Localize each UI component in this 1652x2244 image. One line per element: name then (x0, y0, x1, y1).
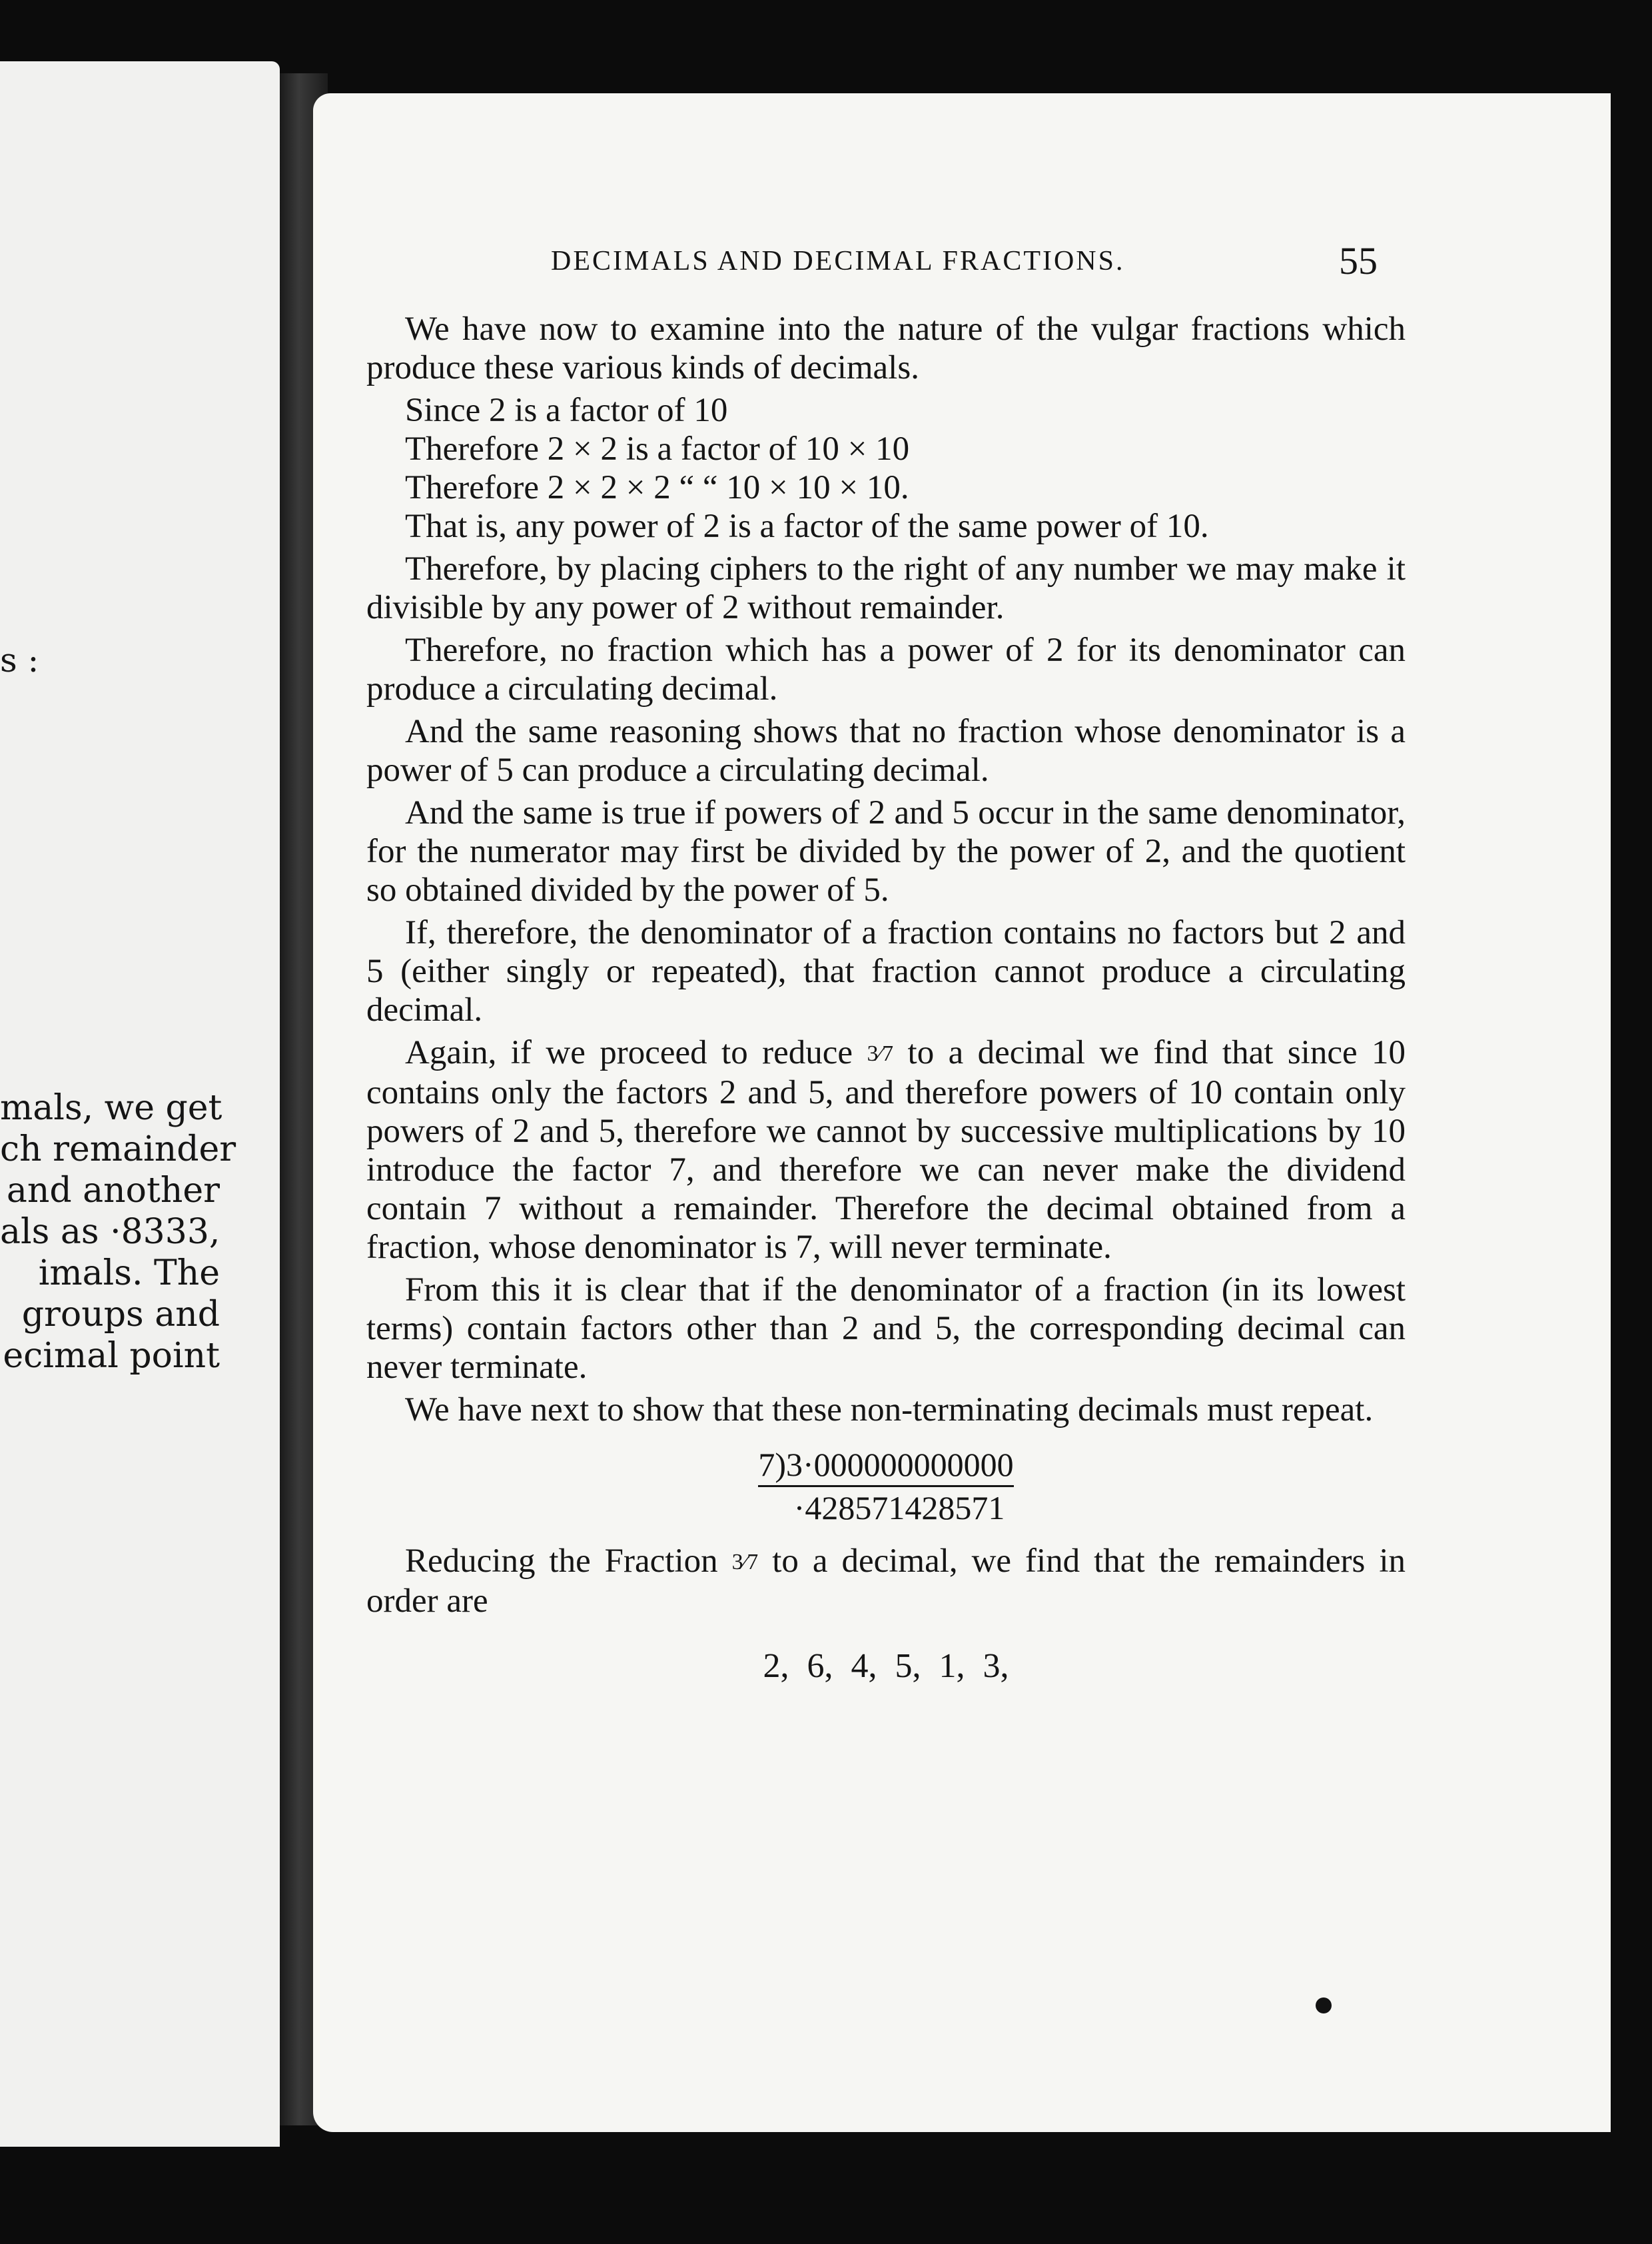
left-page-fragment: and another (6, 1171, 220, 1211)
paragraph-text: Again, if we proceed to reduce (405, 1034, 853, 1071)
paragraph: Therefore, no fraction which has a power of 2 for its denominator can produce a circulating decimal. (366, 632, 1406, 708)
fraction: 3⁄7 (867, 1041, 894, 1066)
paragraph (366, 1033, 1406, 1267)
paragraph-text: to a decimal we find that since 10 contains only the factors 2 and 5, and therefore powers of 10 contain only powers of 2 and 5, therefore we cannot by successive multiplications by 10 introduce the factor 7, and therefore we can never make the dividend contain 7 without a remainder. Therefore the decimal obtained from a fraction, whose denominator is 7, will never terminate. (366, 1034, 1406, 1266)
ink-blot-mark (1316, 1997, 1332, 2013)
long-division (366, 1444, 1406, 1528)
left-page-fragment: ecimal point (3, 1336, 220, 1376)
paragraph: And the same is true if powers of 2 and 5 occur in the same denominator, for the numerator may first be divided by the power of 2, and the quotient so obtained divided by the power of 5. (366, 794, 1406, 909)
left-page-fragment: groups and (21, 1295, 220, 1335)
left-page-fragment: ch remainder (0, 1129, 236, 1169)
right-page (313, 93, 1611, 2132)
paragraph-text: Reducing the Fraction (405, 1542, 718, 1580)
division-dividend: 7)3·000000000000 (758, 1444, 1013, 1487)
left-page-fragment: mals, we get (0, 1088, 222, 1128)
left-page (0, 61, 280, 2147)
paragraph: Therefore, by placing ciphers to the right of any number we may make it divisible by any power of 2 without remainder. (366, 550, 1406, 626)
left-page-fragment: imals. The (38, 1253, 220, 1293)
running-head: DECIMALS AND DECIMAL FRACTIONS. (551, 246, 1125, 277)
paragraph: We have next to show that these non-terminating decimals must repeat. (405, 1391, 1374, 1428)
paragraph: We have now to examine into the nature of the vulgar fractions which produce these various kinds of decimals. (366, 310, 1406, 386)
equation-line: Therefore 2 × 2 is a factor of 10 × 10 (405, 430, 910, 468)
equation-line: Since 2 is a factor of 10 (405, 392, 728, 429)
paragraph: If, therefore, the denominator of a fraction contains no factors but 2 and 5 (either singly or repeated), that fraction cannot produce a circulating decimal. (366, 914, 1406, 1029)
left-page-fragment: s : (0, 641, 39, 680)
paragraph: From this it is clear that if the denominator of a fraction (in its lowest terms) contain factors other than 2 and 5, the corresponding decimal can never terminate. (366, 1271, 1406, 1386)
fraction: 3⁄7 (731, 1550, 759, 1574)
page-number: 55 (1339, 239, 1378, 282)
paragraph-text: to a decimal, we find that the remainders in order are (366, 1542, 1406, 1620)
paragraph: That is, any power of 2 is a factor of the same power of 10. (405, 508, 1209, 545)
paragraph (366, 1542, 1406, 1620)
remainders-sequence: 2, 6, 4, 5, 1, 3, (763, 1647, 1009, 1685)
equation-line: Therefore 2 × 2 × 2 “ “ 10 × 10 × 10. (405, 469, 909, 506)
division-quotient: ·428571428571 (793, 1489, 1005, 1526)
left-page-fragment: als as ·8333, (0, 1212, 220, 1252)
paragraph: And the same reasoning shows that no fraction whose denominator is a power of 5 can produce a circulating decimal. (366, 713, 1406, 789)
body-text (366, 310, 1406, 1686)
